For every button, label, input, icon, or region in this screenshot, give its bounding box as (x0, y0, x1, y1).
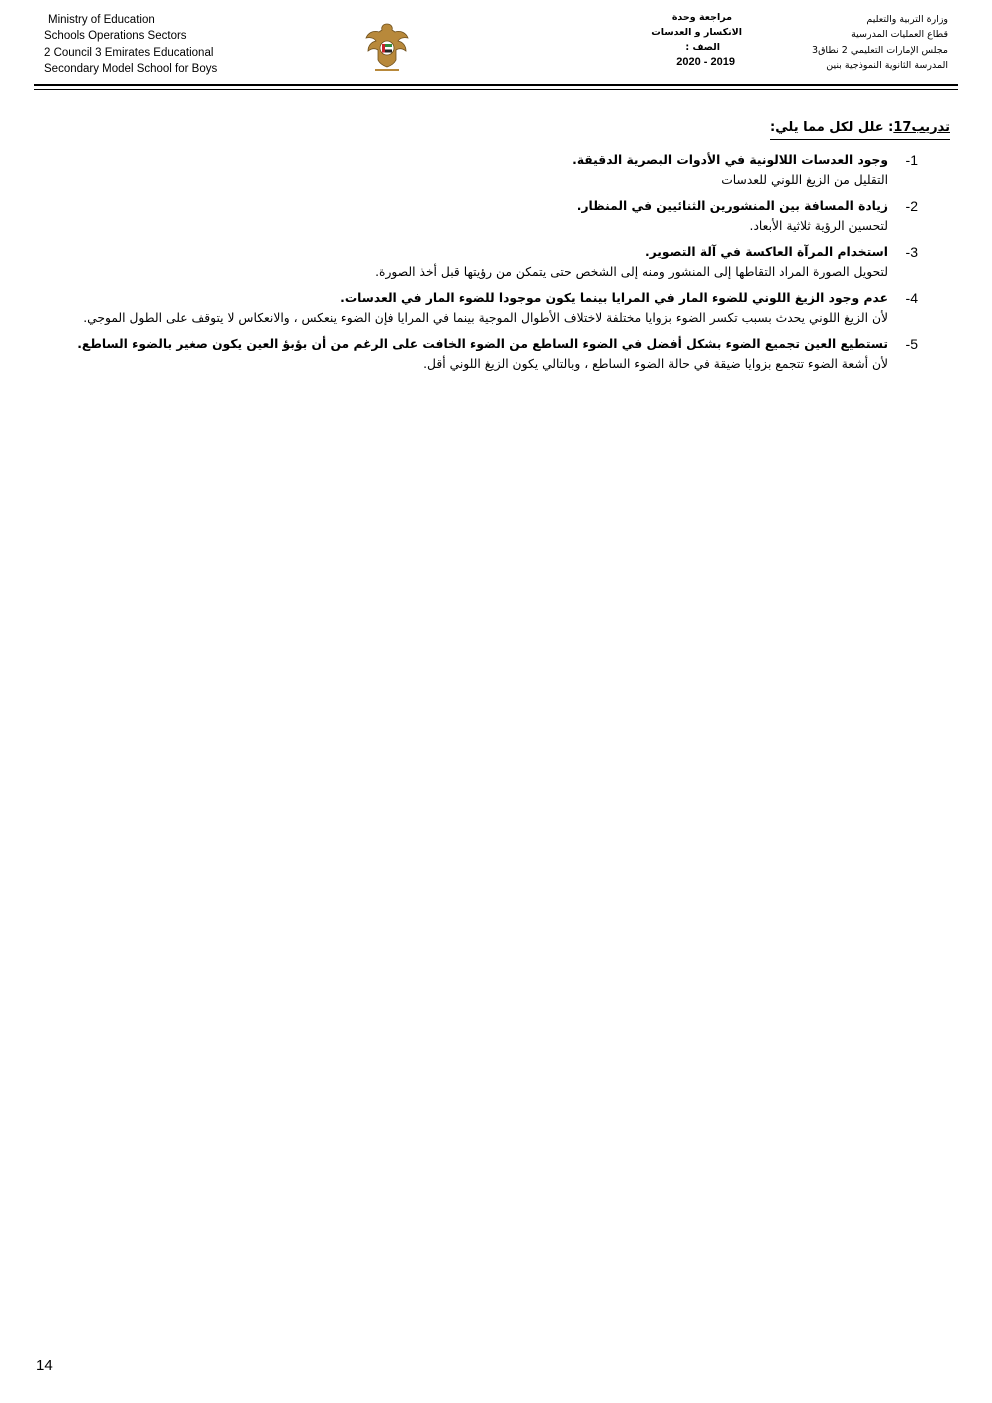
list-item (40, 150, 950, 190)
item-answer: التقليل من الزيغ اللوني للعدسات (721, 173, 888, 187)
header-divider-thick (34, 84, 958, 86)
unit-topic-line: الانكسار و العدسات (651, 27, 742, 38)
item-question: استخدام المرآة العاكسة في آلة التصوير. (644, 245, 888, 259)
item-question: عدم وجود الزيغ اللوني للضوء المار في المرايا بينما يكون موجودا للضوء المار في العدسات. (340, 291, 888, 305)
item-question: تستطيع العين تجميع الضوء بشكل أفضل في الضوء الساطع من الضوء الخافت على الرغم من أن بؤبؤ العين يكون صغير بالضوء الساطع. (77, 337, 888, 351)
ministry-line: Ministry of Education (48, 14, 155, 26)
item-answer: لأن الزيغ اللوني يحدث بسبب تكسر الضوء بزوايا مختلفة لاختلاف الأطوال الموجية بينما في المرايا فإن الضوء ينعكس ، والانعكاس لا يتوقف على الطول الموجي. (83, 311, 888, 325)
item-number: -5 (905, 336, 918, 352)
sector-line: Schools Operations Sectors (44, 30, 187, 43)
school-line-ar: المدرسة الثانوية النموذجية بنين (826, 60, 948, 72)
header-divider-thin (34, 89, 958, 90)
item-number: -3 (905, 244, 918, 260)
school-line: Secondary Model School for Boys (44, 62, 218, 75)
exercise-section (40, 116, 950, 380)
item-answer: لتحسين الرؤية ثلاثية الأبعاد. (749, 219, 888, 233)
list-item (40, 242, 950, 282)
header-left-english (44, 12, 274, 77)
sector-line-ar: قطاع العمليات المدرسية (851, 29, 948, 41)
exercise-label: تدريب17 (893, 120, 950, 135)
council-line-ar: مجلس الإمارات التعليمي 2 نطاق3 (812, 44, 948, 56)
item-question: وجود العدسات اللالونية في الأدوات البصرية الدقيقة. (572, 153, 888, 167)
ministry-line-ar: وزارة التربية والتعليم (866, 14, 948, 25)
item-number: -2 (905, 198, 918, 214)
council-line: 2 Council 3 Emirates Educational (44, 46, 214, 59)
exercise-title: : علل لكل مما يلي: (770, 120, 894, 135)
exercise-heading (770, 118, 950, 140)
page-number: 14 (36, 1357, 53, 1374)
item-answer: لأن أشعة الضوء تتجمع بزوايا ضيقة في حالة الضوء الساطع ، وبالتالي يكون الزيغ اللوني أقل. (423, 357, 888, 371)
item-answer: لتحويل الصورة المراد التقاطها إلى المنشور ومنه إلى الشخص حتى يتمكن من رؤيتها قبل أخذ الصورة. (375, 265, 888, 279)
list-item (40, 288, 950, 328)
list-item (40, 334, 950, 374)
item-question: زيادة المسافة بين المنشورين الثنائيين في المنظار. (576, 199, 888, 213)
item-number: -4 (905, 290, 918, 306)
item-number: -1 (905, 152, 918, 168)
uae-emblem-icon (363, 20, 411, 74)
list-item (40, 196, 950, 236)
unit-review-line: مراجعة وحدة (671, 12, 732, 23)
academic-year-line: 2020 - 2019 (676, 56, 735, 68)
grade-line: الصف : (685, 42, 720, 53)
header-right-arabic (708, 12, 948, 74)
question-list (40, 150, 950, 374)
